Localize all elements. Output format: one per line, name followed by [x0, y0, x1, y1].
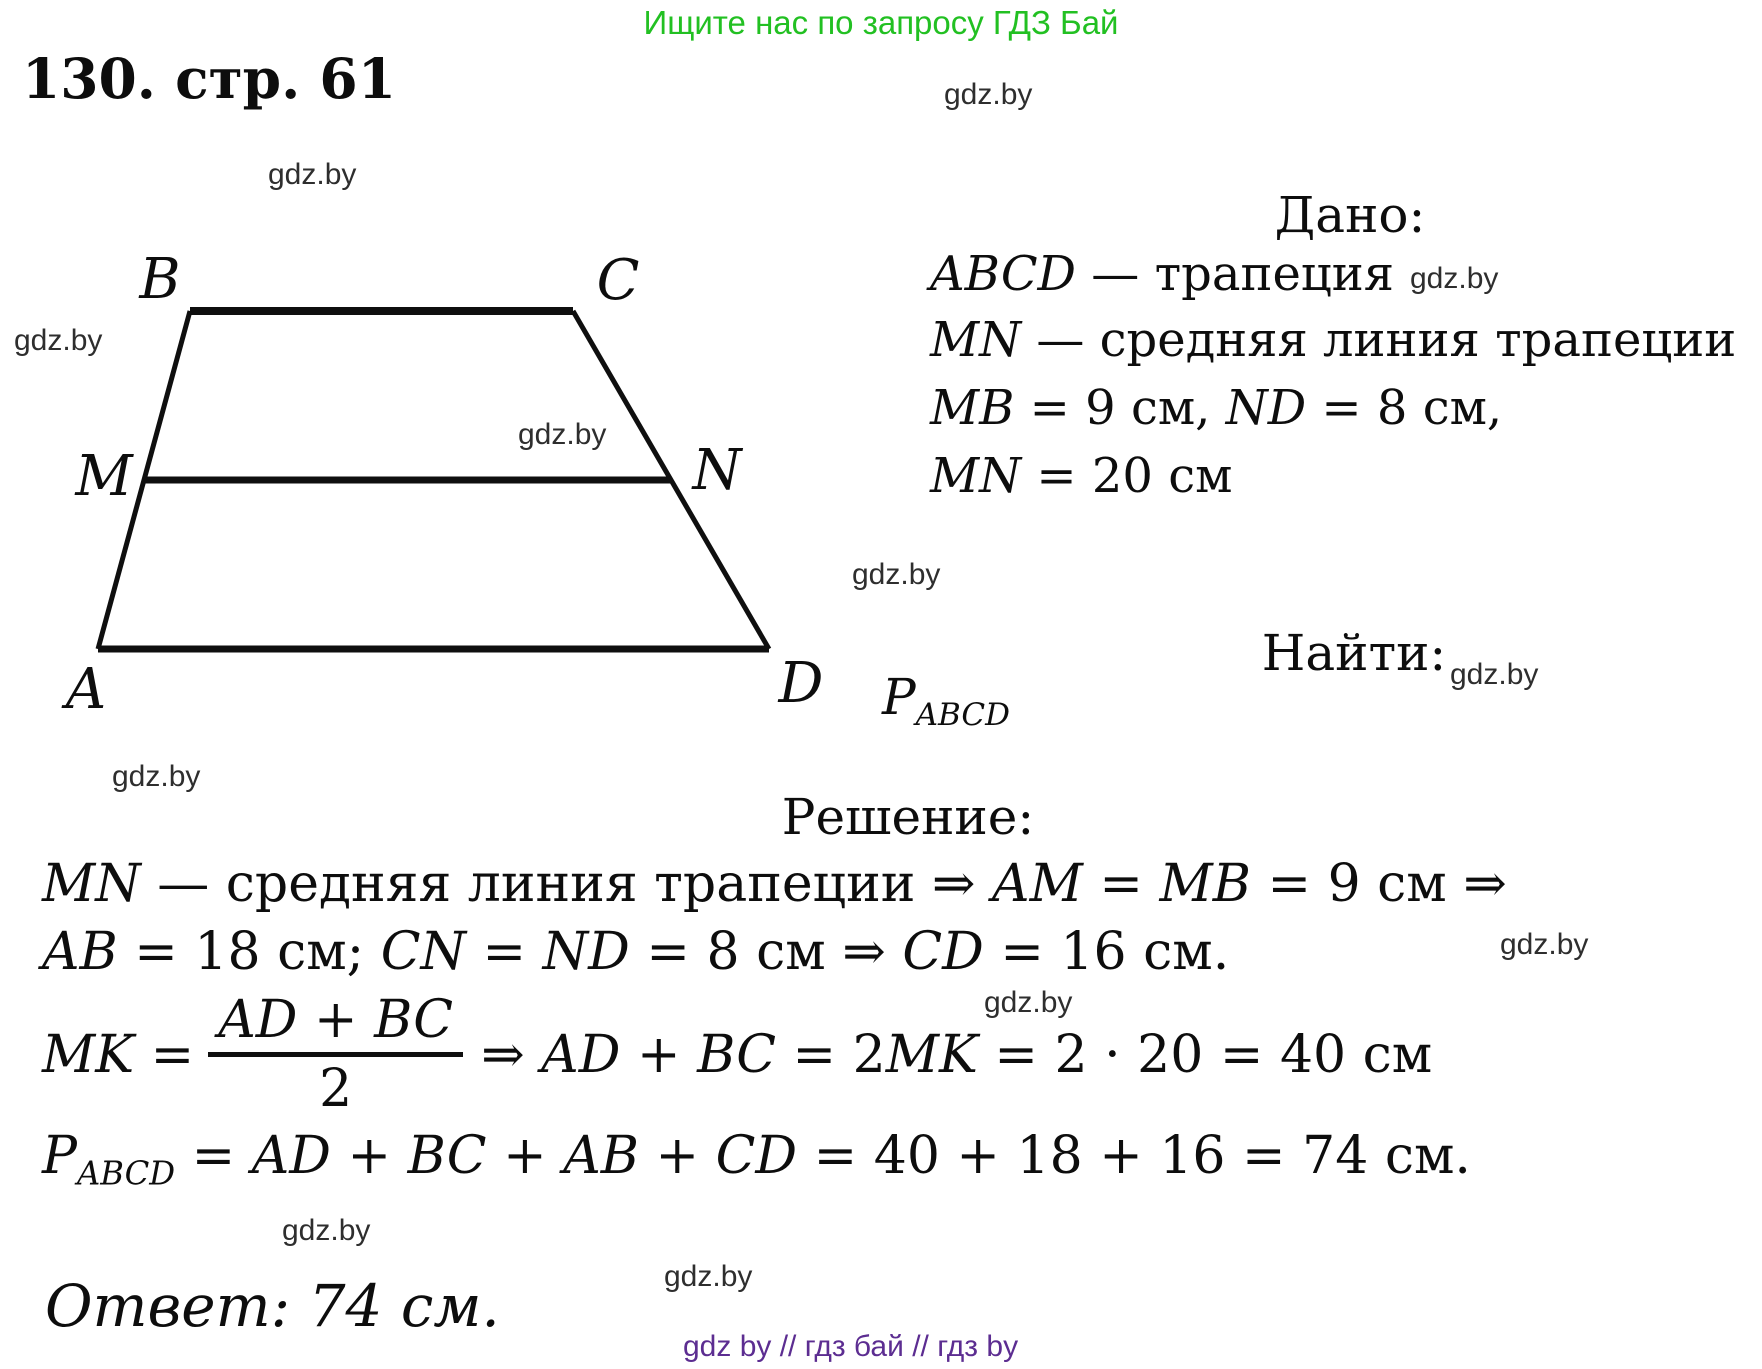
math-text: — средняя линия трапеции [1021, 312, 1737, 368]
math-text: + [486, 1126, 564, 1186]
promo-banner: Ищите нас по запросу ГДЗ Бай [643, 4, 1119, 41]
math-text: = [134, 1024, 195, 1085]
math-var: AD [251, 1126, 331, 1186]
given-heading: Дано: [1274, 186, 1426, 244]
math-text: = 2 · 20 = 40 см [977, 1024, 1433, 1085]
watermark: gdz.by [664, 1260, 753, 1293]
math-text: ⇒ [481, 1024, 542, 1085]
math-var: ND [542, 922, 630, 982]
vertex-label-m: M [75, 444, 133, 509]
math-text: = 2 [776, 1024, 886, 1085]
watermark: gdz.by [944, 78, 1033, 111]
math-text: = 8 см ⇒ [629, 922, 903, 982]
math-var: BC [407, 1126, 487, 1186]
math-subscript: ABCD [915, 697, 1010, 733]
math-var: ABCD [930, 246, 1077, 302]
vertex-label-d: D [778, 651, 824, 716]
math-text: + [620, 1024, 698, 1085]
vertex-label-b: B [139, 247, 181, 312]
math-text: = 40 + 18 + 16 = 74 см. [797, 1126, 1471, 1186]
vertex-label-a: A [65, 657, 107, 722]
math-subscript: ABCD [77, 1154, 176, 1193]
math-var: ND [1225, 380, 1307, 436]
math-text: = 20 см [1021, 448, 1233, 504]
math-text: = 8 см, [1306, 380, 1503, 436]
perimeter-target [882, 668, 1010, 733]
math-var: AD [218, 990, 298, 1050]
solution-line-4 [42, 1126, 1471, 1193]
math-text: = [175, 1126, 252, 1186]
math-var: CD [715, 1126, 798, 1186]
math-var: CN [380, 922, 467, 982]
fraction-denominator: 2 [319, 1059, 353, 1119]
math-var: MN [930, 448, 1022, 504]
math-var: MN [42, 854, 141, 914]
vertex-label-c: C [596, 248, 640, 313]
footer-credits: gdz by // гдз бай // гдз by [683, 1330, 1019, 1363]
watermark: gdz.by [268, 158, 357, 191]
math-text: = [466, 922, 543, 982]
solution-line-3 [42, 990, 1432, 1119]
find-heading: Найти: [1261, 624, 1447, 682]
given-line-mn-20 [930, 448, 1232, 504]
math-text: = [1082, 854, 1160, 914]
page-title: 130. стр. 61 [22, 46, 396, 111]
watermark: gdz.by [282, 1214, 371, 1247]
answer-line: Ответ: 74 см. [45, 1272, 500, 1340]
watermark: gdz.by [14, 324, 103, 357]
math-var: MB [1159, 854, 1251, 914]
math-var: P [42, 1126, 77, 1186]
watermark: gdz.by [112, 760, 201, 793]
fraction-numerator [208, 990, 463, 1050]
math-var: AD [541, 1024, 621, 1085]
solution-line-1 [42, 854, 1507, 914]
math-var: AM [992, 854, 1083, 914]
fraction-rhs [481, 1025, 1432, 1085]
watermark: gdz.by [518, 418, 607, 451]
math-var: AB [563, 1126, 639, 1186]
given-line-mb-nd [930, 380, 1502, 436]
watermark: gdz.by [1410, 262, 1499, 295]
fraction [208, 990, 463, 1119]
math-text: — трапеция [1076, 246, 1394, 302]
math-var: MB [930, 380, 1015, 436]
math-var: BC [697, 1024, 777, 1085]
math-text: = 16 см. [983, 922, 1230, 982]
solution-line-2 [42, 922, 1229, 982]
math-var: MN [930, 312, 1022, 368]
math-var: BC [374, 990, 454, 1050]
watermark: gdz.by [852, 558, 941, 591]
given-line-mn-midline [930, 312, 1736, 368]
fraction-bar [208, 1052, 463, 1057]
math-text: + [638, 1126, 716, 1186]
math-var: CD [902, 922, 984, 982]
math-var: AB [42, 922, 118, 982]
math-text: + [330, 1126, 408, 1186]
math-var: P [882, 668, 916, 726]
given-line-abcd [930, 246, 1394, 302]
solution-heading: Решение: [781, 788, 1035, 846]
vertex-label-n: N [692, 438, 742, 503]
watermark: gdz.by [1500, 928, 1589, 961]
watermark: gdz.by [1450, 658, 1539, 691]
fraction-lhs [42, 1025, 194, 1085]
math-text: = 9 см ⇒ [1250, 854, 1507, 914]
math-var: MK [885, 1024, 978, 1085]
math-text: — средняя линия трапеции ⇒ [140, 854, 993, 914]
math-text: = 18 см; [117, 922, 381, 982]
math-var: MK [42, 1024, 135, 1085]
watermark: gdz.by [984, 986, 1073, 1019]
math-text: = 9 см, [1014, 380, 1226, 436]
math-text: + [297, 990, 375, 1050]
